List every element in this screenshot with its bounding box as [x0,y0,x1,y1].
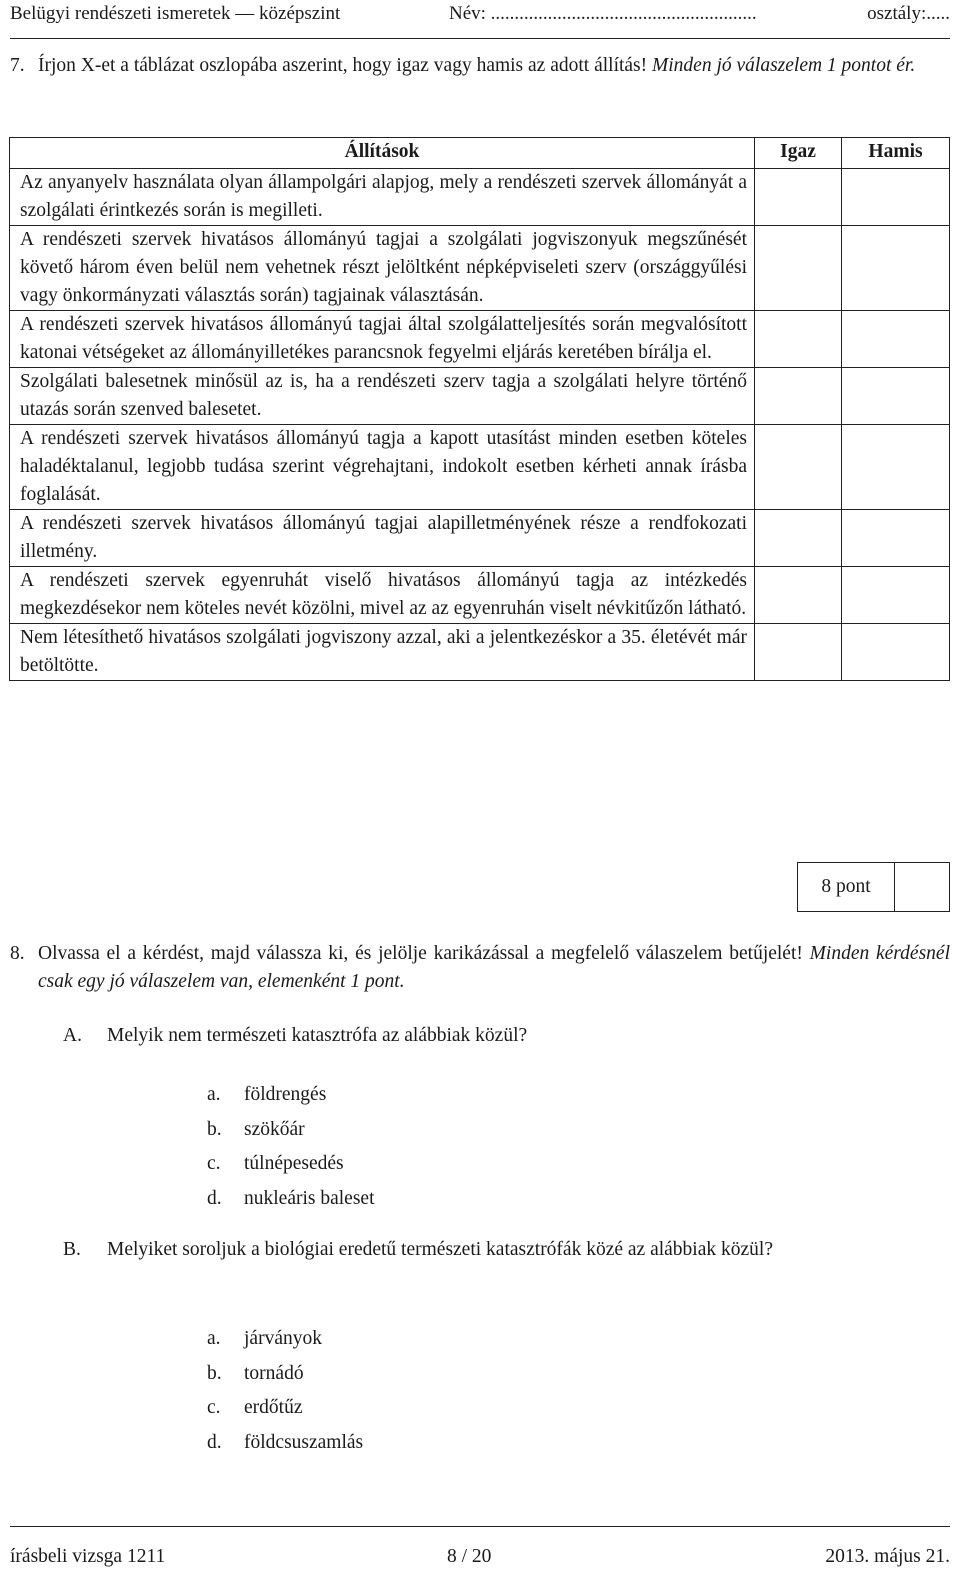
score-label: 8 pont [798,863,895,911]
score-entry-field[interactable] [895,863,949,911]
answer-option[interactable] [207,1360,607,1395]
option-text: erdőtűz [244,1397,303,1418]
question-prompt: Írjon X-et a táblázat oszlopába aszerint, hogy igaz vagy hamis az adott állítás! [38,55,648,76]
subquestion-label: B. [63,1239,81,1260]
header-class-field: osztály:..... [867,3,950,24]
statement-cell: A rendészeti szervek hivatásos állományú tagja a kapott utasítást minden esetben köteles haladéktalanul, legjobb tudása szerint végrehajtani, indokolt esetben kérheti annak írásba foglalását. [10,425,755,510]
false-answer-cell[interactable] [842,226,950,311]
answer-option[interactable] [207,1394,607,1429]
answer-option[interactable] [207,1429,607,1464]
header-name-field: Név: ........................................................ [449,3,757,24]
true-answer-cell[interactable] [755,567,842,624]
true-answer-cell[interactable] [755,169,842,226]
false-answer-cell[interactable] [842,311,950,368]
score-box [797,862,950,912]
option-text: túlnépesedés [244,1153,344,1174]
option-text: szökőár [244,1118,305,1140]
footer-divider [10,1526,950,1527]
table-row [10,425,950,510]
false-answer-cell[interactable] [842,624,950,681]
true-answer-cell[interactable] [755,624,842,681]
option-letter[interactable]: a. [207,1328,221,1349]
option-letter[interactable]: a. [207,1084,221,1105]
question-instruction: Minden kérdésnél csak egy jó válaszelem van, elemenként 1 pont. [38,943,950,992]
table-header-row [10,138,950,169]
question-number: 8. [10,943,25,964]
true-answer-cell[interactable] [755,226,842,311]
false-answer-cell[interactable] [842,425,950,510]
answer-option[interactable] [207,1150,607,1185]
statement-cell: Az anyanyelv használata olyan állampolgári alapjog, mely a rendészeti szervek állományát a szolgálati érintkezés során is megilleti. [10,169,755,226]
true-answer-cell[interactable] [755,510,842,567]
answer-option[interactable] [207,1081,607,1116]
subquestion-a [63,1022,950,1050]
option-text: földcsuszamlás [244,1431,364,1453]
question-8 [10,940,950,996]
false-answer-cell[interactable] [842,368,950,425]
question-text [38,52,950,80]
option-letter[interactable]: b. [207,1362,222,1384]
statement-cell: A rendészeti szervek hivatásos állományú tagjai alapilletményének része a rendfokozati illetmény. [10,510,755,567]
true-answer-cell[interactable] [755,311,842,368]
question-text [38,940,950,996]
option-text: tornádó [244,1362,304,1384]
table-row [10,311,950,368]
option-letter[interactable]: d. [207,1431,222,1453]
option-text: nukleáris baleset [244,1187,375,1209]
table-row [10,510,950,567]
option-text: járványok [244,1328,322,1349]
true-false-table [9,137,950,681]
false-answer-cell[interactable] [842,510,950,567]
false-answer-cell[interactable] [842,169,950,226]
answer-option[interactable] [207,1116,607,1151]
question-7 [10,52,950,80]
statement-cell: Nem létesíthető hivatásos szolgálati jogviszony azzal, aki a jelentkezéskor a 35. életévét már betöltötte. [10,624,755,681]
subquestion-b [63,1236,950,1264]
table-row [10,624,950,681]
footer-exam: írásbeli vizsga 1211 [10,1546,166,1567]
answer-option[interactable] [207,1325,607,1360]
table-row [10,567,950,624]
option-letter[interactable]: c. [207,1397,221,1418]
column-header-statements: Állítások [10,138,755,169]
answer-options-b [207,1325,607,1463]
page-header [10,0,950,39]
question-prompt: Olvassa el a kérdést, majd válassza ki, és jelölje karikázással a megfelelő válaszelem betűjelét! [38,943,803,964]
option-text: földrengés [244,1084,327,1105]
header-subject: Belügyi rendészeti ismeretek — középszint [10,3,341,24]
table-row [10,368,950,425]
option-letter[interactable]: d. [207,1187,222,1209]
column-header-true: Igaz [755,138,842,169]
true-answer-cell[interactable] [755,368,842,425]
footer-date: 2013. május 21. [825,1546,950,1567]
statement-cell: A rendészeti szervek hivatásos állományú tagjai által szolgálatteljesítés során megvalósított katonai vétségeket az állományilletékes parancsnok fegyelmi eljárás keretében bírálja el. [10,311,755,368]
false-answer-cell[interactable] [842,567,950,624]
statement-cell: A rendészeti szervek hivatásos állományú tagjai a szolgálati jogviszonyuk megszűnését követő három éven belül nem vehetnek részt jelöltként népképviseleti szerv (országgyűlési vagy önkormányzati választás során) tagjainak választásán. [10,226,755,311]
subquestion-text: Melyik nem természeti katasztrófa az alábbiak közül? [107,1025,528,1046]
table-row [10,226,950,311]
true-answer-cell[interactable] [755,425,842,510]
answer-option[interactable] [207,1185,607,1220]
column-header-false: Hamis [842,138,950,169]
subquestion-label: A. [63,1025,82,1046]
answer-options-a [207,1081,607,1219]
statement-cell: A rendészeti szervek egyenruhát viselő hivatásos állományú tagja az intézkedés megkezdésekor nem köteles nevét közölni, mivel az az egyenruhán viselt névkitűzőn látható. [10,567,755,624]
subquestion-text: Melyiket soroljuk a biológiai eredetű természeti katasztrófák közé az alábbiak közül? [107,1239,773,1260]
question-number: 7. [10,55,25,76]
option-letter[interactable]: b. [207,1118,222,1140]
table-row [10,169,950,226]
statement-cell: Szolgálati balesetnek minősül az is, ha a rendészeti szerv tagja a szolgálati helyre történő utazás során szenved balesetet. [10,368,755,425]
option-letter[interactable]: c. [207,1153,221,1174]
page-number: 8 / 20 [447,1546,492,1567]
question-instruction: Minden jó válaszelem 1 pontot ér. [652,55,916,76]
